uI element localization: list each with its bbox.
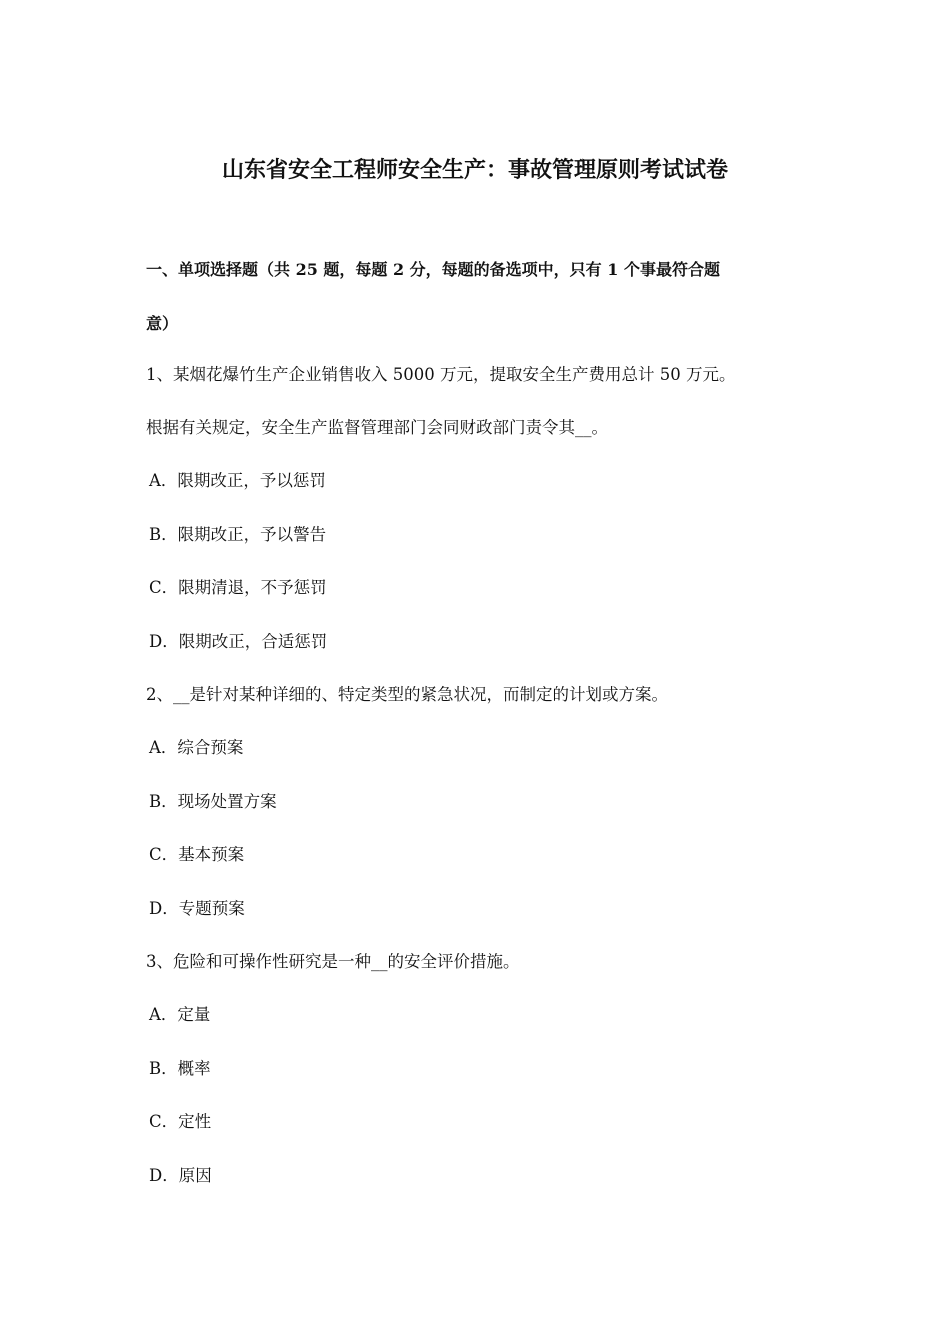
question-3-option-d: D．原因 bbox=[149, 1166, 212, 1185]
question-3-stem: 3、危险和可操作性研究是一种__的安全评价措施。 bbox=[146, 952, 520, 971]
question-1-stem-line-1: 1、某烟花爆竹生产企业销售收入 5000 万元，提取安全生产费用总计 50 万元。 bbox=[146, 365, 736, 384]
question-1-option-b: B．限期改正，予以警告 bbox=[149, 525, 327, 544]
question-3-option-b: B．概率 bbox=[149, 1059, 211, 1078]
question-1-stem-line-2: 根据有关规定，安全生产监督管理部门会同财政部门责令其__。 bbox=[146, 418, 608, 437]
question-3-option-c: C．定性 bbox=[149, 1112, 212, 1131]
question-1-option-c: C．限期清退，不予惩罚 bbox=[149, 578, 327, 597]
question-1-option-a: A．限期改正，予以惩罚 bbox=[149, 471, 326, 490]
question-2-option-c: C．基本预案 bbox=[149, 845, 245, 864]
question-2-option-a: A．综合预案 bbox=[149, 738, 244, 757]
question-2-stem: 2、__是针对某种详细的、特定类型的紧急状况，而制定的计划或方案。 bbox=[146, 685, 668, 704]
document-title: 山东省安全工程师安全生产：事故管理原则考试试卷 bbox=[221, 157, 728, 183]
section-heading-line-2: 意） bbox=[146, 314, 179, 333]
section-heading-line-1: 一、单项选择题（共 25 题，每题 2 分，每题的备选项中，只有 1 个事最符合题 bbox=[146, 260, 720, 279]
question-3-option-a: A．定量 bbox=[149, 1005, 211, 1024]
question-1-option-d: D．限期改正，合适惩罚 bbox=[149, 632, 328, 651]
question-2-option-b: B．现场处置方案 bbox=[149, 792, 277, 811]
question-2-option-d: D．专题预案 bbox=[149, 899, 245, 918]
